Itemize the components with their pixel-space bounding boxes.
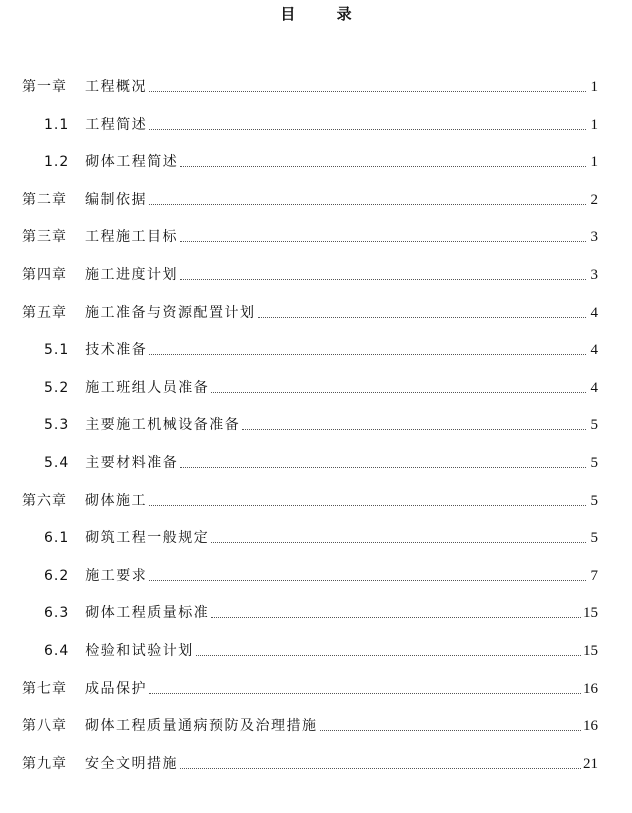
toc-dot-leader xyxy=(180,767,581,769)
toc-page-number: 5 xyxy=(590,530,598,547)
toc-entry-number: 第三章 xyxy=(22,229,67,246)
toc-entry-number: 第五章 xyxy=(22,304,67,321)
toc-page-number: 2 xyxy=(590,191,598,208)
toc-entry-label: 砌体施工 xyxy=(85,492,147,509)
toc-dot-leader xyxy=(196,654,581,656)
toc-subsection-entry[interactable] xyxy=(44,414,598,434)
toc-entry-label: 主要施工机械设备准备 xyxy=(85,417,241,434)
toc-dot-leader xyxy=(149,579,586,581)
toc-entry-number: 6.4 xyxy=(44,643,70,659)
toc-chapter-entry[interactable] xyxy=(22,302,598,322)
toc-page-number: 4 xyxy=(590,304,598,321)
toc-entry-label: 施工准备与资源配置计划 xyxy=(85,304,256,321)
toc-entry-label: 砌筑工程一般规定 xyxy=(85,530,210,547)
toc-entry-label: 砌体工程质量通病预防及治理措施 xyxy=(85,718,318,735)
toc-page-number: 4 xyxy=(590,379,598,396)
toc-chapter-entry[interactable] xyxy=(22,490,598,510)
toc-page-number: 21 xyxy=(583,755,598,772)
toc-page-number: 16 xyxy=(583,680,598,697)
toc-dot-leader xyxy=(149,203,586,205)
toc-entry-number: 6.1 xyxy=(44,530,70,547)
toc-entry-label: 成品保护 xyxy=(85,680,147,697)
toc-chapter-entry[interactable] xyxy=(22,715,598,735)
toc-entry-label: 砌体工程简述 xyxy=(85,154,179,171)
toc-entry-number: 5.1 xyxy=(44,342,70,359)
toc-page-number: 5 xyxy=(590,455,598,471)
toc-dot-leader xyxy=(149,692,581,694)
toc-subsection-entry[interactable] xyxy=(44,377,598,397)
toc-dot-leader xyxy=(320,729,582,731)
toc-entry-number: 第二章 xyxy=(22,191,67,208)
toc-entry-label: 施工进度计划 xyxy=(85,267,178,283)
toc-entry-number: 第一章 xyxy=(22,79,67,95)
toc-dot-leader xyxy=(242,428,586,430)
toc-subsection-entry[interactable] xyxy=(44,565,598,585)
toc-subsection-entry[interactable] xyxy=(44,527,598,547)
toc-entry-number: 5.4 xyxy=(44,455,70,471)
toc-entry-number: 第四章 xyxy=(22,267,67,283)
toc-chapter-entry[interactable] xyxy=(22,264,598,284)
toc-entry-label: 检验和试验计划 xyxy=(85,643,194,659)
toc-entry-number: 第九章 xyxy=(22,755,67,772)
toc-chapter-entry[interactable] xyxy=(22,753,598,773)
toc-entry-number: 第六章 xyxy=(22,492,67,509)
toc-dot-leader xyxy=(180,278,586,280)
toc-subsection-entry[interactable] xyxy=(44,114,598,134)
toc-entry-label: 砌体工程质量标准 xyxy=(85,605,210,622)
toc-page-number: 4 xyxy=(590,342,598,359)
toc-page-number: 7 xyxy=(590,567,598,584)
toc-subsection-entry[interactable] xyxy=(44,151,598,171)
toc-entry-number: 第七章 xyxy=(22,680,67,697)
toc-subsection-entry[interactable] xyxy=(44,452,598,472)
toc-page-number: 1 xyxy=(590,116,598,133)
toc-page-number: 15 xyxy=(583,643,598,659)
toc-entry-number: 5.2 xyxy=(44,379,70,396)
toc-dot-leader xyxy=(258,316,587,318)
toc-dot-leader xyxy=(180,240,586,242)
toc-entry-label: 施工要求 xyxy=(85,567,148,584)
toc-dot-leader xyxy=(149,504,586,506)
toc-dot-leader xyxy=(180,165,586,167)
toc-entry-label: 安全文明措施 xyxy=(85,755,178,772)
toc-entry-label: 工程概况 xyxy=(85,79,147,95)
toc-entry-label: 工程施工目标 xyxy=(85,229,178,246)
toc-chapter-entry[interactable] xyxy=(22,678,598,698)
toc-dot-leader xyxy=(211,541,586,543)
toc-dot-leader xyxy=(149,353,586,355)
toc-dot-leader xyxy=(211,616,581,618)
toc-subsection-entry[interactable] xyxy=(44,339,598,359)
toc-entry-label: 编制依据 xyxy=(85,191,147,208)
toc-entry-number: 第八章 xyxy=(22,718,67,735)
toc-page-number: 3 xyxy=(590,229,598,246)
toc-entry-label: 技术准备 xyxy=(85,342,148,359)
toc-entry-number: 6.2 xyxy=(44,567,70,584)
toc-page-number: 1 xyxy=(590,79,598,95)
toc-entry-label: 工程简述 xyxy=(85,116,148,133)
toc-entry-number: 5.3 xyxy=(44,417,70,434)
toc-entry-number: 1.2 xyxy=(44,154,70,171)
toc-page-number: 1 xyxy=(590,154,598,171)
toc-entry-number: 1.1 xyxy=(44,116,70,133)
toc-entry-label: 主要材料准备 xyxy=(85,455,179,471)
toc-chapter-entry[interactable] xyxy=(22,189,598,209)
toc-page-number: 15 xyxy=(583,605,598,622)
toc-title: 目 录 xyxy=(280,5,370,23)
toc-subsection-entry[interactable] xyxy=(44,640,598,660)
toc-page-number: 5 xyxy=(590,492,598,509)
toc-page-number: 5 xyxy=(590,417,598,434)
toc-page-number: 3 xyxy=(590,267,598,283)
toc-dot-leader xyxy=(149,90,586,92)
toc-entry-number: 6.3 xyxy=(44,605,70,622)
toc-dot-leader xyxy=(149,128,586,130)
toc-chapter-entry[interactable] xyxy=(22,226,598,246)
toc-subsection-entry[interactable] xyxy=(44,602,598,622)
toc-dot-leader xyxy=(211,391,586,393)
toc-page-number: 16 xyxy=(583,718,598,735)
toc-chapter-entry[interactable] xyxy=(22,76,598,96)
toc-dot-leader xyxy=(180,466,586,468)
toc-entry-label: 施工班组人员准备 xyxy=(85,379,210,396)
